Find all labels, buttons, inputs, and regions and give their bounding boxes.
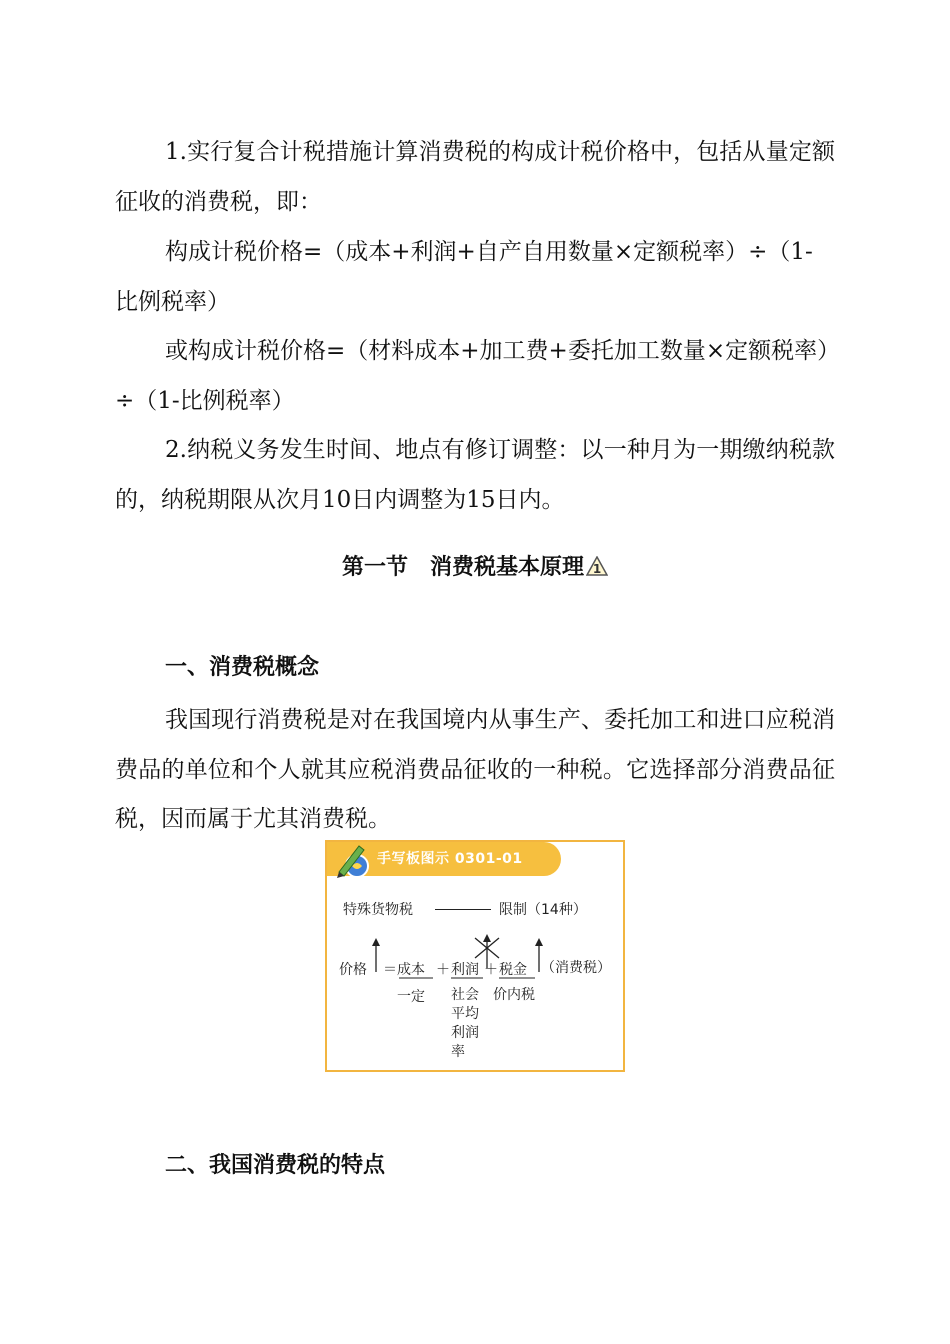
average-label: 平均 [451, 1006, 479, 1022]
handwriting-board-figure [325, 840, 625, 1072]
paragraph-concept: 我国现行消费税是对在我国境内从事生产、委托加工和进口应税消费品的单位和个人就其应税消费品征收的一种税。它选择部分消费品征税，因而属于尤其消费税。 [115, 707, 835, 832]
warning-icon [586, 550, 608, 590]
plus-sign-2: ＋ [484, 962, 498, 978]
paragraph-composite-tax: 1.实行复合计税措施计算消费税的构成计税价格中，包括从量定额征收的消费税，即： [115, 139, 835, 215]
limit-label: 限制（14种） [499, 902, 587, 918]
rate-label: 率 [451, 1044, 465, 1060]
fixed-label: 一定 [397, 989, 425, 1005]
special-tax-label: 特殊货物税 [343, 902, 413, 918]
heading-tax-features: 二、我国消费税的特点 [165, 1153, 386, 1178]
formula-2: 或构成计税价格=（材料成本+加工费+委托加工数量×定额税率）÷（1-比例税率） [115, 338, 829, 414]
section-title [0, 548, 950, 590]
consumption-tax-label: （消费税） [541, 960, 611, 976]
tax-label: 税金 [499, 962, 527, 978]
formula-1: 构成计税价格=（成本+利润+自产自用数量×定额税率）÷（1-比例税率） [115, 239, 813, 315]
cost-label: ＝成本 [383, 962, 425, 978]
in-price-tax-label: 价内税 [493, 987, 535, 1003]
heading-consumption-tax-concept: 一、消费税概念 [165, 655, 320, 680]
price-label: 价格 [339, 962, 367, 978]
profit2-label: 利润 [451, 1025, 479, 1041]
figure-title: 手写板图示 0301-01 [377, 851, 523, 867]
profit-label: 利润 [451, 962, 479, 978]
social-label: 社会 [451, 987, 479, 1003]
section-title-text: 第一节 消费税基本原理 [341, 555, 584, 580]
paragraph-tax-period: 2.纳税义务发生时间、地点有修订调整：以一种月为一期缴纳税款的，纳税期限从次月10日内调整为15日内。 [115, 437, 835, 513]
svg-text:1: 1 [592, 562, 602, 576]
plus-sign-1: ＋ [436, 962, 450, 978]
